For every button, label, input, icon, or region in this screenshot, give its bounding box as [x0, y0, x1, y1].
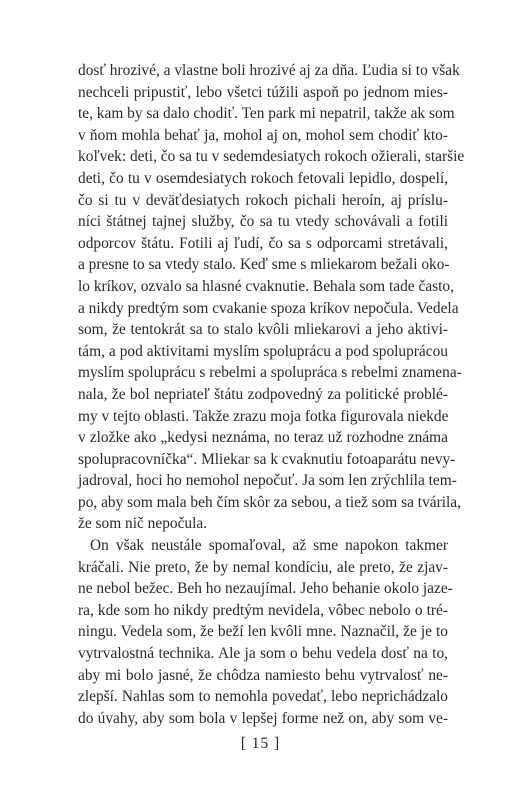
text-line: po, aby som mala beh čím skôr za sebou, a tiež som sa tvárila, [78, 493, 461, 511]
text-line: lo kríkov, ozvalo sa hlasné cvaknutie. Behala som tade často, [78, 277, 454, 295]
text-line: On však neustále spomaľoval, až sme napokon takmer [90, 537, 448, 555]
text-line: aby mi bolo jasné, že chôdza namiesto behu vytrvalosť ne- [78, 666, 448, 684]
text-line: spolupracovníčka“. Mliekar sa k cvaknutiu fotoaparátu nevy- [78, 450, 456, 468]
text-line: odporcov štátu. Fotili aj ľudí, čo sa s odporcami stretávali, [78, 234, 448, 252]
text-line: a nikdy predtým som cvakanie spoza kríkov nepočula. Vedela [78, 299, 459, 317]
text-line: som, že tentokrát sa to stalo kvôli mliekarovi a jeho aktivi- [78, 321, 448, 339]
text-line: dosť hrozivé, a vlastne boli hrozivé aj za dňa. Ľudia si to však [78, 62, 460, 79]
text-line: my v tejto oblasti. Takže zrazu moja fotka figurovala niekde [78, 407, 449, 425]
text-line: a presne to sa vtedy stalo. Keď sme s mliekarom bežali oko- [78, 256, 450, 274]
text-line: jadroval, hoci ho nemohol nepočuť. Ja som len zrýchlila tem- [78, 472, 457, 490]
book-page-text [78, 60, 465, 729]
text-line: ningu. Vedela som, že beží len kvôli mne. Naznačil, že je to [78, 623, 448, 641]
text-line: nala, že bol nepriateľ štátu zodpovedný za politické problé- [78, 385, 448, 403]
text-line: v ňom mohla behať ja, mohol aj on, mohol sem chodiť kto- [78, 126, 448, 144]
text-line: deti, čo tu v osemdesiatych rokoch fetovali lepidlo, dospelí, [78, 169, 448, 187]
text-line: kráčali. Nie preto, že by nemal kondíciu, ale preto, že zjav- [78, 558, 448, 576]
text-line: ne nebol bežec. Beh ho nezaujímal. Jeho behanie okolo jaze- [78, 580, 453, 598]
text-line: myslím spoluprácu s rebelmi a spolupráca s rebelmi znamena- [78, 364, 462, 382]
text-line: vytrvalostná technika. Ale ja som o behu vedela dosť na to, [78, 645, 448, 663]
text-line: koľvek: deti, čo sa tu v sedemdesiatych rokoch ožierali, staršie [78, 148, 465, 166]
text-line: níci štátnej tajnej služby, čo sa tu vtedy schovávali a fotili [78, 213, 448, 231]
text-line: nechceli pripustiť, lebo všetci túžili aspoň po jednom mies- [78, 83, 448, 101]
paragraph [78, 535, 453, 729]
text-line: tám, a pod aktivitami myslím spoluprácu a pod spoluprácou [78, 342, 448, 360]
text-line: čo si tu v deväťdesiatych rokoch pichali heroín, aj príslu- [78, 191, 448, 209]
text-line: v zložke ako „kedysi neznáma, no teraz už rozhodne známa [78, 429, 448, 447]
text-line: že som nič nepočula. [78, 515, 208, 533]
text-line: do úvahy, aby som bola v lepšej forme než on, aby som ve- [78, 709, 448, 727]
paragraph [78, 60, 465, 535]
page-number: [ 15 ] [240, 735, 281, 752]
text-line: zlepší. Nahlas som to nemohla povedať, lebo neprichádzalo [78, 688, 448, 706]
text-line: ra, kde som ho nikdy predtým nevidela, vôbec nebolo o tré- [78, 601, 448, 619]
text-line: te, kam by sa dalo chodiť. Ten park mi nepatril, takže ak som [78, 105, 455, 123]
